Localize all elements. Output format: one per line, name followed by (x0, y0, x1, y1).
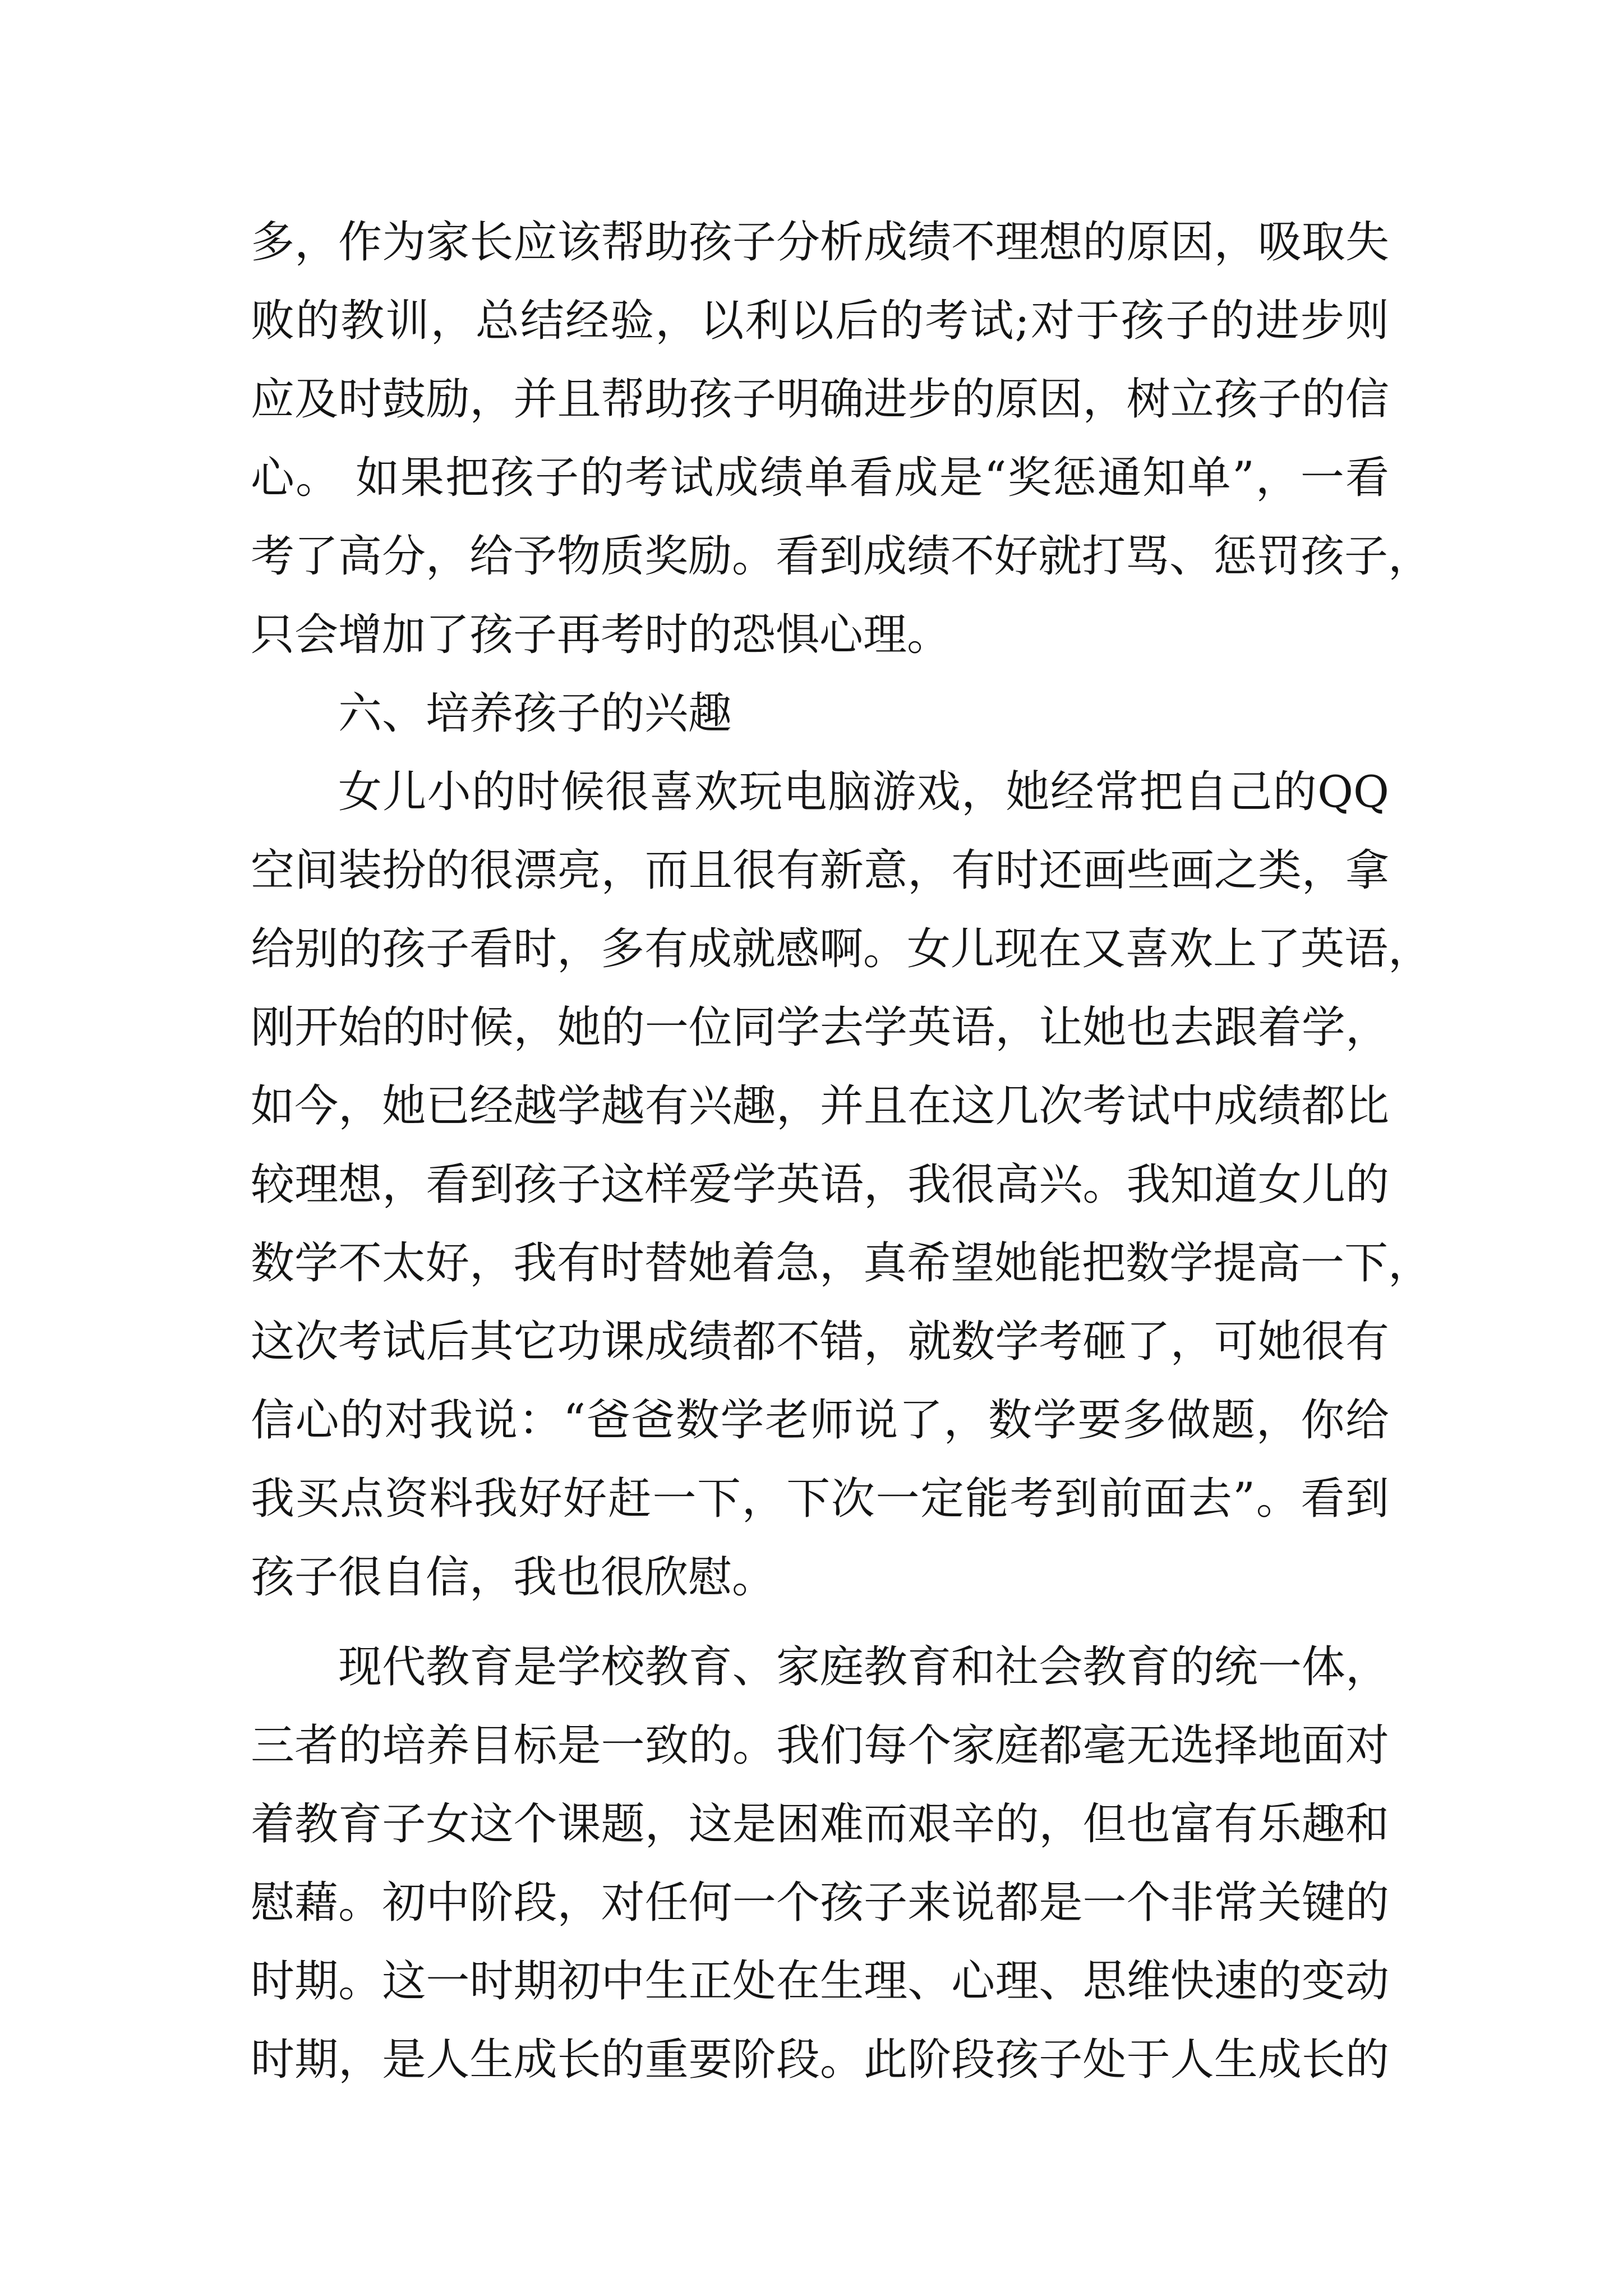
paragraph-3-line-2: 三者的培养目标是一致的。我们每个家庭都毫无选择地面对 (251, 1720, 1389, 1771)
paragraph-2-line-8: 这次考试后其它功课成绩都不错，就数学考砸了，可她很有 (251, 1317, 1389, 1367)
paragraph-1-line-4: 心。 如果把孩子的考试成绩单看成是“奖惩通知单”，一看 (251, 453, 1389, 503)
paragraph-3-line-1: 现代教育是学校教育、家庭教育和社会教育的统一体， (338, 1642, 1389, 1692)
paragraph-1-line-2: 败的教训，总结经验，以利以后的考试;对于孩子的进步则 (251, 296, 1389, 346)
paragraph-2-line-11: 孩子很自信，我也很欣慰。 (251, 1552, 776, 1603)
paragraph-3-line-6: 时期，是人生成长的重要阶段。此阶段孩子处于人生成长的 (251, 2035, 1389, 2085)
paragraph-3-line-5: 时期。这一时期初中生正处在生理、心理、思维快速的变动 (251, 1956, 1389, 2007)
paragraph-2-line-9: 信心的对我说：“爸爸数学老师说了，数学要多做题，你给 (251, 1395, 1389, 1446)
paragraph-2-line-6: 较理想，看到孩子这样爱学英语，我很高兴。我知道女儿的 (251, 1159, 1389, 1210)
paragraph-2-line-5: 如今，她已经越学越有兴趣，并且在这几次考试中成绩都比 (251, 1081, 1389, 1131)
paragraph-1-line-3: 应及时鼓励，并且帮助孩子明确进步的原因，树立孩子的信 (251, 374, 1389, 425)
paragraph-2-line-1: 女儿小的时候很喜欢玩电脑游戏，她经常把自己的QQ (338, 767, 1389, 817)
paragraph-1-line-1: 多，作为家长应该帮助孩子分析成绩不理想的原因，吸取失 (251, 217, 1389, 268)
paragraph-2-line-4: 刚开始的时候，她的一位同学去学英语，让她也去跟着学， (251, 1002, 1389, 1053)
paragraph-2-line-3: 给别的孩子看时，多有成就感啊。女儿现在又喜欢上了英语， (251, 924, 1432, 974)
paragraph-3-line-4: 慰藉。初中阶段，对任何一个孩子来说都是一个非常关键的 (251, 1878, 1389, 1928)
paragraph-2-line-7: 数学不太好，我有时替她着急，真希望她能把数学提高一下， (251, 1238, 1432, 1289)
paragraph-1-line-6: 只会增加了孩子再考时的恐惧心理。 (251, 610, 951, 660)
section-heading: 六、培养孩子的兴趣 (338, 688, 732, 739)
paragraph-1-line-5: 考了高分，给予物质奖励。看到成绩不好就打骂、惩罚孩子， (251, 531, 1432, 582)
paragraph-2-line-2: 空间装扮的很漂亮，而且很有新意，有时还画些画之类，拿 (251, 845, 1389, 896)
paragraph-3-line-3: 着教育子女这个课题，这是困难而艰辛的，但也富有乐趣和 (251, 1799, 1389, 1849)
paragraph-2-line-10: 我买点资料我好好赶一下，下次一定能考到前面去”。看到 (251, 1474, 1389, 1524)
